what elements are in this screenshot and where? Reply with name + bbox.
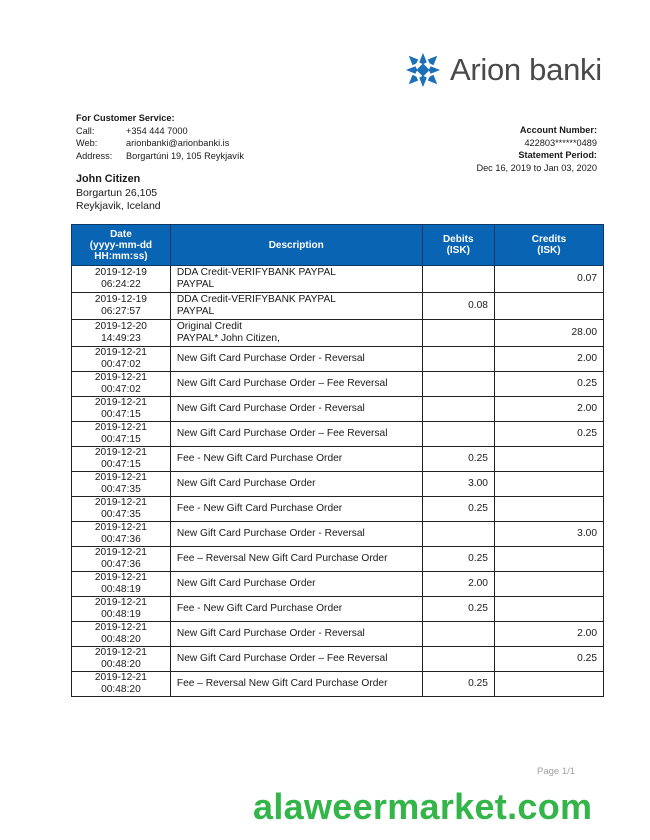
- tx-time: 00:47:15: [101, 409, 141, 420]
- table-row: [72, 572, 604, 597]
- cell-description: [170, 320, 422, 347]
- cell-date: [72, 320, 171, 347]
- table-row: [72, 597, 604, 622]
- cell-date: [72, 447, 171, 472]
- cell-credit: 0.25: [494, 372, 603, 397]
- table-row: [72, 522, 604, 547]
- cell-credit: [494, 547, 603, 572]
- cell-description: [170, 547, 422, 572]
- contact-label: Web:: [76, 138, 98, 148]
- table-row: [72, 472, 604, 497]
- header-date-line: Date: [110, 228, 132, 240]
- contact-row-web: [76, 137, 244, 150]
- table-row: [72, 347, 604, 372]
- tx-description: Fee - New Gift Card Purchase Order: [176, 453, 343, 464]
- contact-phone: +354 444 7000: [126, 125, 188, 136]
- bank-logo: [404, 51, 602, 89]
- tx-description-line2: PAYPAL: [176, 306, 215, 317]
- cell-description: [170, 497, 422, 522]
- cell-credit: [494, 672, 603, 697]
- tx-time: 00:48:20: [101, 684, 141, 695]
- cell-date: [72, 293, 171, 320]
- cell-description: [170, 472, 422, 497]
- cell-description: [170, 647, 422, 672]
- tx-time: 00:47:36: [101, 559, 141, 570]
- cell-description: [170, 572, 422, 597]
- cell-description: [170, 372, 422, 397]
- tx-description: New Gift Card Purchase Order - Reversal: [176, 528, 365, 539]
- transactions-table: [71, 224, 604, 697]
- cell-debit: 3.00: [422, 472, 494, 497]
- cell-credit: [494, 447, 603, 472]
- tx-date: 2019-12-21: [94, 372, 147, 383]
- customer-address-line1: Borgartun 26,105: [76, 186, 158, 199]
- cell-date: [72, 647, 171, 672]
- header-date-line: HH:mm:ss): [94, 250, 148, 262]
- cell-description: [170, 522, 422, 547]
- tx-time: 00:48:20: [101, 634, 141, 645]
- tx-description: Fee – Reversal New Gift Card Purchase Order: [176, 553, 388, 564]
- cell-credit: [494, 597, 603, 622]
- header-debits: [422, 225, 494, 266]
- table-row: [72, 372, 604, 397]
- tx-date: 2019-12-21: [94, 497, 147, 508]
- tx-date: 2019-12-21: [94, 647, 147, 658]
- cell-debit: [422, 372, 494, 397]
- cell-date: [72, 397, 171, 422]
- table-row: [72, 497, 604, 522]
- cell-date: [72, 622, 171, 647]
- cell-date: [72, 266, 171, 293]
- tx-time: 00:47:35: [101, 509, 141, 520]
- cell-credit: 3.00: [494, 522, 603, 547]
- contact-label: Address:: [76, 150, 113, 161]
- cell-credit: [494, 497, 603, 522]
- cell-debit: [422, 647, 494, 672]
- cell-debit: 0.25: [422, 672, 494, 697]
- statement-period: Dec 16, 2019 to Jan 03, 2020: [476, 162, 597, 173]
- account-number: 422803******0489: [524, 137, 597, 148]
- contact-label: Call:: [76, 125, 95, 136]
- cell-debit: 0.25: [422, 597, 494, 622]
- tx-description: Fee - New Gift Card Purchase Order: [176, 503, 343, 514]
- tx-time: 00:47:35: [101, 484, 141, 495]
- customer-service-title: For Customer Service:: [76, 113, 175, 123]
- tx-date: 2019-12-19: [94, 294, 147, 305]
- tx-date: 2019-12-21: [94, 622, 147, 633]
- tx-time: 00:47:15: [101, 434, 141, 445]
- tx-description: New Gift Card Purchase Order - Reversal: [176, 353, 365, 364]
- cell-credit: 0.07: [494, 266, 603, 293]
- cell-date: [72, 497, 171, 522]
- cell-debit: 2.00: [422, 572, 494, 597]
- cell-debit: 0.25: [422, 497, 494, 522]
- header-debits-line: (ISK): [446, 245, 470, 256]
- cell-credit: 0.25: [494, 647, 603, 672]
- cell-credit: [494, 293, 603, 320]
- tx-time: 06:27:57: [101, 306, 141, 317]
- table-header-row: [72, 225, 604, 266]
- cell-debit: 0.25: [422, 547, 494, 572]
- tx-date: 2019-12-21: [94, 672, 147, 683]
- tx-description: New Gift Card Purchase Order - Reversal: [176, 628, 365, 639]
- table-row: [72, 672, 604, 697]
- cell-credit: 2.00: [494, 622, 603, 647]
- tx-description: Original Credit: [176, 321, 242, 332]
- tx-description: DDA Credit-VERIFYBANK PAYPAL: [176, 294, 336, 305]
- tx-date: 2019-12-21: [94, 572, 147, 583]
- cell-debit: [422, 422, 494, 447]
- cell-credit: 28.00: [494, 320, 603, 347]
- tx-time: 00:47:15: [101, 459, 141, 470]
- tx-time: 00:48:19: [101, 584, 141, 595]
- cell-date: [72, 347, 171, 372]
- tx-description: New Gift Card Purchase Order: [176, 478, 316, 489]
- cell-credit: 2.00: [494, 347, 603, 372]
- bank-name: Arion banki: [450, 52, 602, 87]
- tx-time: 00:48:19: [101, 609, 141, 620]
- customer-address-line2: Reykjavik, Iceland: [76, 200, 161, 212]
- cell-description: [170, 266, 422, 293]
- account-info-block: [476, 124, 597, 174]
- tx-description: New Gift Card Purchase Order – Fee Reversal: [176, 378, 388, 389]
- cell-description: [170, 672, 422, 697]
- cell-debit: [422, 622, 494, 647]
- cell-credit: 0.25: [494, 422, 603, 447]
- transactions-body: [72, 266, 604, 697]
- cell-description: [170, 293, 422, 320]
- cell-description: [170, 447, 422, 472]
- tx-date: 2019-12-21: [94, 422, 147, 433]
- tx-description-line2: PAYPAL* John Citizen,: [176, 333, 280, 344]
- star-diamond-logo-icon: [404, 51, 442, 89]
- cell-description: [170, 622, 422, 647]
- contact-row-address: [76, 150, 244, 163]
- cell-date: [72, 372, 171, 397]
- customer-service-block: [76, 112, 244, 162]
- cell-date: [72, 422, 171, 447]
- tx-date: 2019-12-21: [94, 547, 147, 558]
- tx-time: 00:47:02: [101, 359, 141, 370]
- tx-time: 00:47:36: [101, 534, 141, 545]
- watermark: alaweermarket.com: [253, 786, 593, 827]
- table-row: [72, 293, 604, 320]
- cell-date: [72, 522, 171, 547]
- header-description: Description: [170, 225, 422, 266]
- contact-address: Borgartúni 19, 105 Reykjavík: [126, 150, 244, 161]
- contact-email: arionbanki@arionbanki.is: [126, 138, 230, 148]
- cell-description: [170, 397, 422, 422]
- cell-credit: [494, 472, 603, 497]
- table-row: [72, 547, 604, 572]
- cell-description: [170, 422, 422, 447]
- cell-debit: [422, 320, 494, 347]
- tx-date: 2019-12-21: [94, 472, 147, 483]
- header-credits: [494, 225, 603, 266]
- tx-date: 2019-12-21: [94, 397, 147, 408]
- table-row: [72, 422, 604, 447]
- tx-date: 2019-12-19: [94, 267, 147, 278]
- table-row: [72, 647, 604, 672]
- statement-period-label: Statement Period:: [518, 150, 597, 160]
- cell-credit: [494, 572, 603, 597]
- tx-description: Fee – Reversal New Gift Card Purchase Order: [176, 678, 388, 689]
- cell-debit: [422, 397, 494, 422]
- cell-debit: 0.25: [422, 447, 494, 472]
- tx-description: New Gift Card Purchase Order – Fee Reversal: [176, 428, 388, 439]
- cell-description: [170, 347, 422, 372]
- cell-debit: [422, 522, 494, 547]
- cell-date: [72, 472, 171, 497]
- cell-debit: 0.08: [422, 293, 494, 320]
- table-row: [72, 622, 604, 647]
- tx-time: 06:24:22: [101, 279, 141, 290]
- cell-description: [170, 597, 422, 622]
- cell-credit: 2.00: [494, 397, 603, 422]
- cell-date: [72, 547, 171, 572]
- customer-address-block: [76, 173, 161, 214]
- table-row: [72, 266, 604, 293]
- tx-date: 2019-12-21: [94, 597, 147, 608]
- tx-description: New Gift Card Purchase Order: [176, 578, 316, 589]
- account-number-label: Account Number:: [519, 125, 597, 135]
- tx-time: 00:47:02: [101, 384, 141, 395]
- cell-date: [72, 672, 171, 697]
- tx-date: 2019-12-20: [94, 321, 147, 332]
- tx-date: 2019-12-21: [94, 522, 147, 533]
- tx-date: 2019-12-21: [94, 347, 147, 358]
- contact-row-call: [76, 125, 244, 138]
- header-date-line: (yyyy-mm-dd: [89, 239, 153, 251]
- customer-name: John Citizen: [76, 173, 141, 185]
- tx-description: DDA Credit-VERIFYBANK PAYPAL: [176, 267, 336, 278]
- page-number: Page 1/1: [537, 766, 576, 777]
- tx-description-line2: PAYPAL: [176, 279, 215, 290]
- tx-time: 14:49:23: [101, 333, 141, 344]
- table-row: [72, 320, 604, 347]
- tx-date: 2019-12-21: [94, 447, 147, 458]
- tx-description: New Gift Card Purchase Order – Fee Reversal: [176, 653, 388, 664]
- cell-date: [72, 597, 171, 622]
- header-credits-line: (ISK): [537, 245, 561, 256]
- cell-debit: [422, 347, 494, 372]
- tx-time: 00:48:20: [101, 659, 141, 670]
- tx-description: New Gift Card Purchase Order - Reversal: [176, 403, 365, 414]
- table-row: [72, 397, 604, 422]
- tx-description: Fee - New Gift Card Purchase Order: [176, 603, 343, 614]
- cell-debit: [422, 266, 494, 293]
- header-credits-line: Credits: [531, 234, 567, 245]
- header-date: [72, 225, 171, 266]
- header-debits-line: Debits: [442, 234, 474, 245]
- cell-date: [72, 572, 171, 597]
- table-row: [72, 447, 604, 472]
